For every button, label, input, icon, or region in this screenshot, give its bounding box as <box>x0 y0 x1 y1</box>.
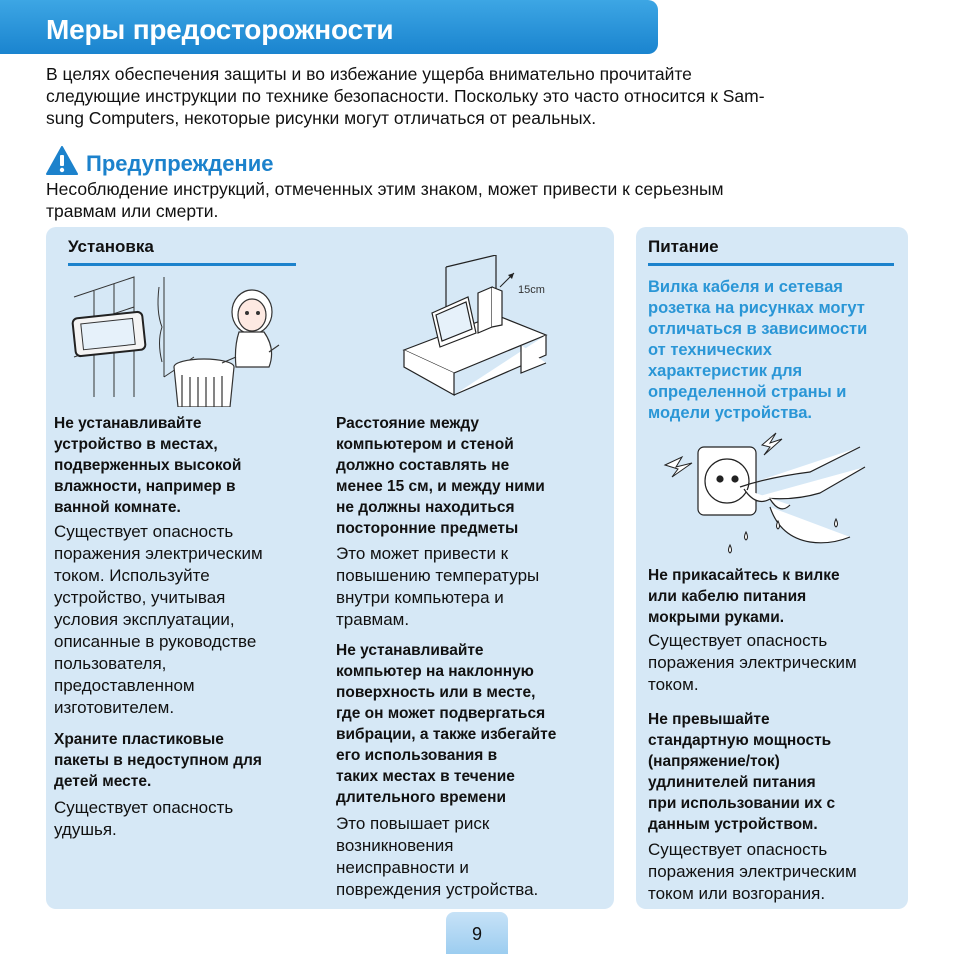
wet-hands-explanation: Существует опасность поражения электрическим током. <box>648 631 857 694</box>
installation-underline <box>68 263 296 266</box>
wet-hands-warning: Не прикасайтесь к вилке или кабелю питания мокрыми руками. <box>648 567 840 626</box>
bathroom-illustration <box>64 267 314 407</box>
surface-warning: Не устанавливайте компьютер на наклонную поверхность или в месте, где он может подвергаться вибрации, а также избегайте его использования в таких местах в течение длительного времени <box>336 642 557 806</box>
power-rating-warning: Не превышайте стандартную мощность (напряжение/ток) удлинителей питания при использовании их с данным устройством. <box>648 711 836 833</box>
distance-explanation: Это может привести к повышению температуры внутри компьютера и травмам. <box>336 544 540 629</box>
wet-hands-plug-illustration <box>660 427 880 557</box>
power-underline <box>648 263 894 266</box>
warning-text: Несоблюдение инструкций, отмеченных этим знаком, может привести к серьезным травмам или смерти. <box>46 179 724 221</box>
humidity-warning: Не устанавливайте устройство в местах, подверженных высокой влажности, например в ванной комнате. <box>54 415 242 516</box>
installation-heading: Установка <box>68 237 154 256</box>
distance-label: 15cm <box>518 284 545 296</box>
page-title: Меры предосторожности <box>46 14 394 45</box>
power-rating-explanation: Существует опасность поражения электрическим током или возгорания. <box>648 840 857 903</box>
title-bar <box>0 0 658 54</box>
desk-wall-illustration <box>396 255 556 405</box>
installation-panel <box>46 227 614 909</box>
surface-explanation: Это повышает риск возникновения неисправности и повреждения устройства. <box>336 814 539 899</box>
warning-icon <box>46 146 78 175</box>
humidity-explanation: Существует опасность поражения электрическим током. Используйте устройство, учитывая условия эксплуатации, описанные в руководстве пользователя, предоставленном изготовителем. <box>54 522 263 717</box>
plastic-bags-explanation: Существует опасность удушья. <box>54 798 234 839</box>
power-note: Вилка кабеля и сетевая розетка на рисунках могут отличаться в зависимости от технических характеристик для определенной страны и модели устройства. <box>648 278 868 422</box>
page-number: 9 <box>471 924 482 944</box>
intro-paragraph: В целях обеспечения защиты и во избежание ущерба внимательно прочитайте следующие инструкции по технике безопасности. Поскольку это часто относится к Sam- sung Computers, некоторые рисунки могут отличаться от реальных. <box>46 64 765 128</box>
page-number-tab <box>446 912 508 954</box>
power-panel <box>636 227 908 909</box>
distance-warning: Расстояние между компьютером и стеной должно составлять не менее 15 см, и между ними не должны находиться посторонние предметы <box>336 415 545 537</box>
warning-heading: Предупреждение <box>86 151 274 176</box>
power-heading: Питание <box>648 237 719 256</box>
plastic-bags-warning: Храните пластиковые пакеты в недоступном для детей месте. <box>54 731 262 790</box>
